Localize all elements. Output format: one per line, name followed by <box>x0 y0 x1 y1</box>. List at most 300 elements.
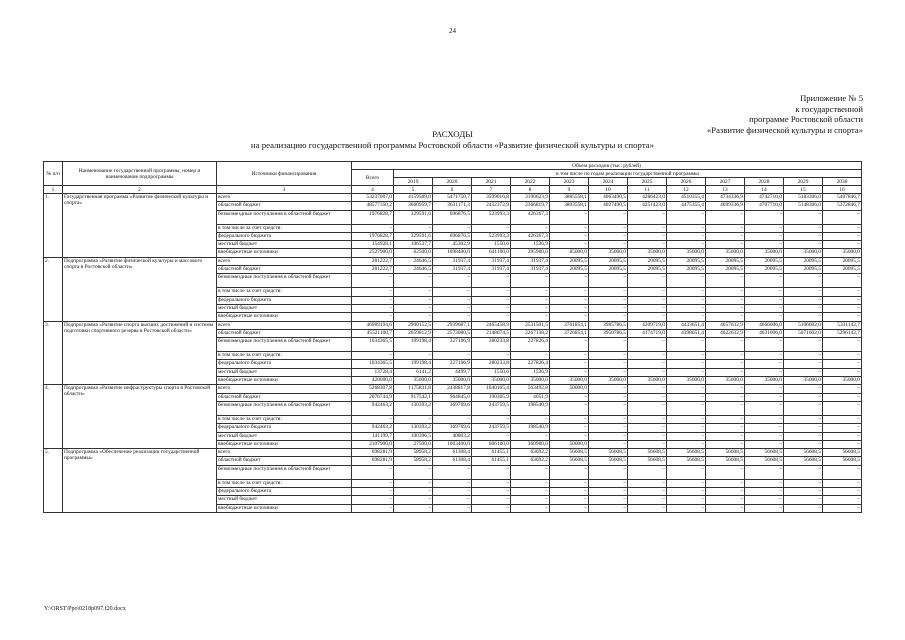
amount-cell: 917542,1 <box>394 393 433 401</box>
column-index: 5 <box>394 186 433 194</box>
amount-cell: – <box>550 465 589 479</box>
amount-cell: – <box>628 232 667 240</box>
amount-cell: – <box>352 465 394 479</box>
amount-cell: 20095,5 <box>706 257 745 265</box>
funding-source: местный бюджет <box>217 496 352 504</box>
program-number: 3. <box>44 321 63 385</box>
amount-cell: – <box>784 368 823 376</box>
amount-cell: – <box>394 496 433 504</box>
funding-source: в том числе за счет средств: <box>217 224 352 232</box>
funding-source: в том числе за счет средств: <box>217 415 352 423</box>
amount-cell: 5268307,8 <box>352 385 394 393</box>
amount-cell: – <box>589 338 628 352</box>
amount-cell: – <box>823 424 862 432</box>
amount-cell: 20095,5 <box>550 257 589 265</box>
amount-cell: 243759,5 <box>472 424 511 432</box>
amount-cell: 5106602,0 <box>784 321 823 329</box>
amount-cell: – <box>394 415 433 423</box>
amount-cell: 2531501,5 <box>511 321 550 329</box>
amount-cell: – <box>745 304 784 312</box>
amount-cell: 35000,0 <box>628 249 667 257</box>
amount-cell: 198540,9 <box>511 424 550 432</box>
header-year: 2023 <box>550 178 589 186</box>
amount-cell: 1063400,0 <box>433 440 472 448</box>
amount-cell: 56608,5 <box>550 449 589 457</box>
amount-cell: 426367,3 <box>511 210 550 224</box>
amount-cell: 85000,0 <box>550 249 589 257</box>
amount-cell: – <box>745 296 784 304</box>
amount-cell: 141199,7 <box>352 432 394 440</box>
funding-source: всего <box>217 194 352 202</box>
appendix-line: Приложение № 5 <box>800 93 863 103</box>
amount-cell: – <box>823 313 862 321</box>
amount-cell: – <box>745 360 784 368</box>
amount-cell: – <box>472 465 511 479</box>
amount-cell: – <box>511 288 550 296</box>
amount-cell: – <box>745 440 784 448</box>
amount-cell: – <box>511 465 550 479</box>
amount-cell: 280233,8 <box>472 338 511 352</box>
program-name: Государственная программа «Развитие физической культуры и спорта» <box>63 194 217 258</box>
amount-cell: 5471750,7 <box>433 194 472 202</box>
amount-cell: 35000,0 <box>550 377 589 385</box>
amount-cell: – <box>589 210 628 224</box>
amount-cell: – <box>745 241 784 249</box>
amount-cell: – <box>667 288 706 296</box>
funding-source: федерального бюджета <box>217 360 352 368</box>
amount-cell: – <box>550 352 589 360</box>
amount-cell: – <box>667 241 706 249</box>
amount-cell: 63692,2 <box>511 449 550 457</box>
amount-cell: 20095,5 <box>823 257 862 265</box>
amount-cell: – <box>667 296 706 304</box>
amount-cell: 5183306,0 <box>784 194 823 202</box>
amount-cell: 20095,5 <box>745 266 784 274</box>
amount-cell: 4631006,0 <box>745 329 784 337</box>
amount-cell: 154928,1 <box>352 241 394 249</box>
amount-cell: 35000,0 <box>706 249 745 257</box>
amount-cell: – <box>352 504 394 512</box>
column-index: 2 <box>63 186 217 194</box>
amount-cell: 35000,0 <box>628 377 667 385</box>
amount-cell: – <box>745 424 784 432</box>
program-number: 1. <box>44 194 63 258</box>
amount-cell: 3631171,3 <box>433 202 472 210</box>
document-title <box>0 129 905 151</box>
amount-cell: 4398651,4 <box>667 329 706 337</box>
amount-cell: – <box>784 415 823 423</box>
amount-cell: – <box>628 504 667 512</box>
amount-cell: – <box>550 393 589 401</box>
amount-cell: 35000,0 <box>745 249 784 257</box>
amount-cell: – <box>706 504 745 512</box>
amount-cell: – <box>550 241 589 249</box>
program-name: Подпрограмма «Развитие спорта высших достижений и системы подготовки спортивного резерва в Ростовской области» <box>63 321 217 385</box>
funding-source: местный бюджет <box>217 368 352 376</box>
amount-cell: 35000,0 <box>784 249 823 257</box>
header-year: 2030 <box>823 178 862 186</box>
amount-cell: – <box>667 360 706 368</box>
amount-cell: – <box>589 288 628 296</box>
amount-cell: – <box>550 432 589 440</box>
amount-cell: – <box>706 401 745 415</box>
amount-cell: – <box>823 479 862 487</box>
amount-cell: 56608,5 <box>745 457 784 465</box>
amount-cell: – <box>628 496 667 504</box>
amount-cell: – <box>433 224 472 232</box>
amount-cell: – <box>784 338 823 352</box>
amount-cell: – <box>745 385 784 393</box>
amount-cell: – <box>706 432 745 440</box>
amount-cell: – <box>352 274 394 288</box>
amount-cell: 2076744,9 <box>352 393 394 401</box>
amount-cell: – <box>628 274 667 288</box>
header-volume: Объем расходов (тыс. рублей) <box>352 162 862 170</box>
amount-cell: 1034365,5 <box>352 360 394 368</box>
amount-cell: 2939687,1 <box>433 321 472 329</box>
amount-cell: 4666006,0 <box>745 321 784 329</box>
amount-cell: – <box>589 352 628 360</box>
funding-source: в том числе за счет средств: <box>217 352 352 360</box>
amount-cell: – <box>352 288 394 296</box>
amount-cell: 56608,5 <box>667 457 706 465</box>
funding-source: областной бюджет <box>217 329 352 337</box>
amount-cell: – <box>706 338 745 352</box>
amount-cell: – <box>823 504 862 512</box>
amount-cell: 942463,2 <box>352 401 394 415</box>
amount-cell: – <box>823 304 862 312</box>
amount-cell: 4475355,4 <box>667 202 706 210</box>
amount-cell: – <box>784 385 823 393</box>
amount-cell: 329591,6 <box>394 210 433 224</box>
amount-cell: – <box>628 465 667 479</box>
amount-cell: 20095,5 <box>745 257 784 265</box>
header-year: 2021 <box>472 178 511 186</box>
amount-cell: – <box>511 432 550 440</box>
amount-cell: 369769,6 <box>433 401 472 415</box>
amount-cell: – <box>706 274 745 288</box>
amount-cell: 4159589,0 <box>394 194 433 202</box>
amount-cell: – <box>394 304 433 312</box>
amount-cell: 1550,6 <box>472 241 511 249</box>
amount-cell: – <box>550 304 589 312</box>
amount-cell: – <box>628 224 667 232</box>
amount-cell: – <box>628 368 667 376</box>
amount-cell: – <box>628 313 667 321</box>
amount-cell: – <box>550 274 589 288</box>
amount-cell: – <box>706 479 745 487</box>
amount-cell: 100396,5 <box>394 432 433 440</box>
amount-cell: – <box>745 338 784 352</box>
column-index: 3 <box>217 186 352 194</box>
amount-cell: – <box>784 479 823 487</box>
table-row <box>44 385 862 393</box>
amount-cell: 198540,9 <box>511 401 550 415</box>
amount-cell: 4707710,0 <box>745 202 784 210</box>
amount-cell: – <box>433 274 472 288</box>
amount-cell: – <box>394 313 433 321</box>
amount-cell: – <box>511 304 550 312</box>
funding-source: безвозмездные поступления в областной бюджет <box>217 338 352 352</box>
amount-cell: 3599016,8 <box>472 194 511 202</box>
amount-cell: – <box>823 288 862 296</box>
amount-cell: 40803,2 <box>433 432 472 440</box>
amount-cell: – <box>394 224 433 232</box>
amount-cell: 24646,5 <box>394 257 433 265</box>
amount-cell: 3190623,9 <box>511 194 550 202</box>
amount-cell: – <box>352 313 394 321</box>
header-name: Наименование государственной программы, номер и наименование подпрограммы <box>63 162 217 186</box>
amount-cell: – <box>550 313 589 321</box>
amount-cell: 280233,8 <box>472 360 511 368</box>
amount-cell: – <box>823 496 862 504</box>
amount-cell: – <box>550 368 589 376</box>
amount-cell: – <box>589 304 628 312</box>
funding-source: безвозмездные поступления в областной бюджет <box>217 210 352 224</box>
amount-cell: 4510355,4 <box>667 194 706 202</box>
amount-cell: 35000,0 <box>589 249 628 257</box>
column-index: 10 <box>589 186 628 194</box>
header-year: 2029 <box>784 178 823 186</box>
amount-cell: – <box>706 415 745 423</box>
amount-cell: 1098400,0 <box>433 249 472 257</box>
amount-cell: – <box>745 393 784 401</box>
amount-cell: – <box>589 360 628 368</box>
amount-cell: – <box>784 210 823 224</box>
amount-cell: 63692,2 <box>511 457 550 465</box>
amount-cell: – <box>550 479 589 487</box>
amount-cell: – <box>550 338 589 352</box>
amount-cell: – <box>745 313 784 321</box>
header-num: № п/п <box>44 162 63 186</box>
table-row <box>44 257 862 265</box>
amount-cell: – <box>667 352 706 360</box>
amount-cell: – <box>628 241 667 249</box>
amount-cell: 31937,4 <box>433 266 472 274</box>
amount-cell: – <box>667 210 706 224</box>
amount-cell: 1175831,8 <box>394 385 433 393</box>
amount-cell: – <box>706 224 745 232</box>
amount-cell: 523993,3 <box>472 232 511 240</box>
amount-cell: – <box>550 496 589 504</box>
program-number: 2. <box>44 257 63 321</box>
page-number: 24 <box>449 27 456 35</box>
amount-cell: 2148674,5 <box>472 329 511 337</box>
amount-cell: 2438817,8 <box>433 385 472 393</box>
amount-cell: 20095,5 <box>706 266 745 274</box>
amount-cell: – <box>550 424 589 432</box>
amount-cell: – <box>352 479 394 487</box>
amount-cell: – <box>511 488 550 496</box>
amount-cell: – <box>394 288 433 296</box>
column-index: 11 <box>628 186 667 194</box>
amount-cell: – <box>667 415 706 423</box>
amount-cell: – <box>628 352 667 360</box>
amount-cell: 696876,5 <box>433 210 472 224</box>
amount-cell: 5331142,7 <box>823 321 862 329</box>
amount-cell: 964845,0 <box>433 393 472 401</box>
amount-cell: – <box>667 504 706 512</box>
amount-cell: – <box>823 360 862 368</box>
amount-cell: – <box>511 415 550 423</box>
amount-cell: – <box>433 313 472 321</box>
amount-cell: – <box>589 440 628 448</box>
funding-source: местный бюджет <box>217 304 352 312</box>
amount-cell: – <box>550 360 589 368</box>
amount-cell: – <box>589 296 628 304</box>
amount-cell: – <box>784 352 823 360</box>
amount-cell: 56608,5 <box>823 449 862 457</box>
amount-cell: – <box>667 274 706 288</box>
funding-source: внебюджетные источники <box>217 440 352 448</box>
amount-cell: 426367,3 <box>511 232 550 240</box>
amount-cell: 4622632,9 <box>706 329 745 337</box>
amount-cell: – <box>433 352 472 360</box>
amount-cell: 45521100,7 <box>352 329 394 337</box>
amount-cell: – <box>511 224 550 232</box>
amount-cell: – <box>823 338 862 352</box>
amount-cell: – <box>511 313 550 321</box>
amount-cell: – <box>784 241 823 249</box>
amount-cell: – <box>706 393 745 401</box>
amount-cell: 5296142,7 <box>823 329 862 337</box>
funding-source: федерального бюджета <box>217 232 352 240</box>
amount-cell: 1034365,5 <box>352 338 394 352</box>
amount-cell: – <box>823 210 862 224</box>
amount-cell: – <box>472 288 511 296</box>
amount-cell: – <box>706 313 745 321</box>
amount-cell: 56608,5 <box>628 457 667 465</box>
amount-cell: – <box>394 504 433 512</box>
amount-cell: 35000,0 <box>511 377 550 385</box>
amount-cell: – <box>745 465 784 479</box>
amount-cell: 56608,5 <box>628 449 667 457</box>
amount-cell: 563492,8 <box>511 385 550 393</box>
amount-cell: – <box>589 313 628 321</box>
amount-cell: 56608,5 <box>550 457 589 465</box>
amount-cell: 190305,9 <box>472 393 511 401</box>
amount-cell: 281222,7 <box>352 266 394 274</box>
expenses-table <box>43 161 862 513</box>
table-row <box>44 321 862 329</box>
program-number: 5. <box>44 449 63 513</box>
amount-cell: 1550,6 <box>472 368 511 376</box>
amount-cell: – <box>433 415 472 423</box>
amount-cell: 2527900,0 <box>352 249 394 257</box>
amount-cell: – <box>394 274 433 288</box>
amount-cell: 1040165,4 <box>472 385 511 393</box>
amount-cell: 4174719,0 <box>628 329 667 337</box>
amount-cell: – <box>628 296 667 304</box>
amount-cell: – <box>433 296 472 304</box>
amount-cell: – <box>823 224 862 232</box>
file-path: Y:\ORST\Ppo\0218p097.f20.docx <box>44 606 126 612</box>
amount-cell: – <box>667 385 706 393</box>
amount-cell: 4209719,0 <box>628 321 667 329</box>
amount-cell: – <box>745 432 784 440</box>
amount-cell: – <box>784 313 823 321</box>
table-row <box>44 449 862 457</box>
program-name: Подпрограмма «Развитие физической культуры и массового спорта в Ростовской области» <box>63 257 217 321</box>
amount-cell: 31937,4 <box>472 257 511 265</box>
amount-cell: 27500,0 <box>394 440 433 448</box>
amount-cell: – <box>472 352 511 360</box>
amount-cell: – <box>511 274 550 288</box>
amount-cell: 199198,4 <box>394 338 433 352</box>
amount-cell: 4433651,4 <box>667 321 706 329</box>
funding-source: внебюджетные источники <box>217 249 352 257</box>
amount-cell: – <box>628 424 667 432</box>
amount-cell: – <box>784 296 823 304</box>
amount-cell: 35000,0 <box>667 377 706 385</box>
amount-cell: – <box>433 504 472 512</box>
column-index: 13 <box>706 186 745 194</box>
amount-cell: – <box>784 401 823 415</box>
title-line: на реализацию государственной программы Ростовской области «Развитие физической культуры и спорта» <box>250 140 655 150</box>
funding-source: безвозмездные поступления в областной бюджет <box>217 401 352 415</box>
amount-cell: – <box>628 385 667 393</box>
funding-source: безвозмездные поступления в областной бюджет <box>217 274 352 288</box>
amount-cell: – <box>667 479 706 487</box>
amount-cell: – <box>706 424 745 432</box>
amount-cell: 4742710,0 <box>745 194 784 202</box>
amount-cell: – <box>823 393 862 401</box>
amount-cell: – <box>745 415 784 423</box>
amount-cell: 327106,9 <box>433 360 472 368</box>
amount-cell: – <box>628 401 667 415</box>
amount-cell: 2465458,9 <box>472 321 511 329</box>
amount-cell: – <box>667 338 706 352</box>
column-index: 14 <box>745 186 784 194</box>
column-index: 8 <box>511 186 550 194</box>
funding-source: областной бюджет <box>217 202 352 210</box>
amount-cell: 31937,4 <box>511 257 550 265</box>
amount-cell: – <box>550 415 589 423</box>
amount-cell: 35000,0 <box>823 249 862 257</box>
amount-cell: 106537,7 <box>394 241 433 249</box>
amount-cell: – <box>667 465 706 479</box>
amount-cell: – <box>784 432 823 440</box>
funding-source: областной бюджет <box>217 393 352 401</box>
amount-cell: – <box>745 352 784 360</box>
amount-cell: 56608,5 <box>784 457 823 465</box>
amount-cell: 56608,5 <box>667 449 706 457</box>
amount-cell: 61308,4 <box>433 457 472 465</box>
amount-cell: 56608,5 <box>823 457 862 465</box>
amount-cell: – <box>511 479 550 487</box>
amount-cell: – <box>706 288 745 296</box>
amount-cell: – <box>394 479 433 487</box>
amount-cell: 199198,4 <box>394 360 433 368</box>
amount-cell: – <box>550 504 589 512</box>
amount-cell: – <box>784 232 823 240</box>
amount-cell: 5407846,7 <box>823 194 862 202</box>
amount-cell: 369769,6 <box>433 424 472 432</box>
header-source: Источники финансирования <box>217 162 352 186</box>
amount-cell: 56608,5 <box>706 449 745 457</box>
amount-cell: – <box>433 288 472 296</box>
amount-cell: 53237007,0 <box>352 194 394 202</box>
amount-cell: – <box>511 296 550 304</box>
amount-cell: 35000,0 <box>472 377 511 385</box>
column-index: 1 <box>44 186 63 194</box>
amount-cell: 20095,5 <box>628 257 667 265</box>
column-index: 12 <box>667 186 706 194</box>
amount-cell: – <box>550 232 589 240</box>
amount-cell: 3726854,1 <box>550 329 589 337</box>
amount-cell: 606100,0 <box>472 440 511 448</box>
amount-cell: – <box>628 338 667 352</box>
